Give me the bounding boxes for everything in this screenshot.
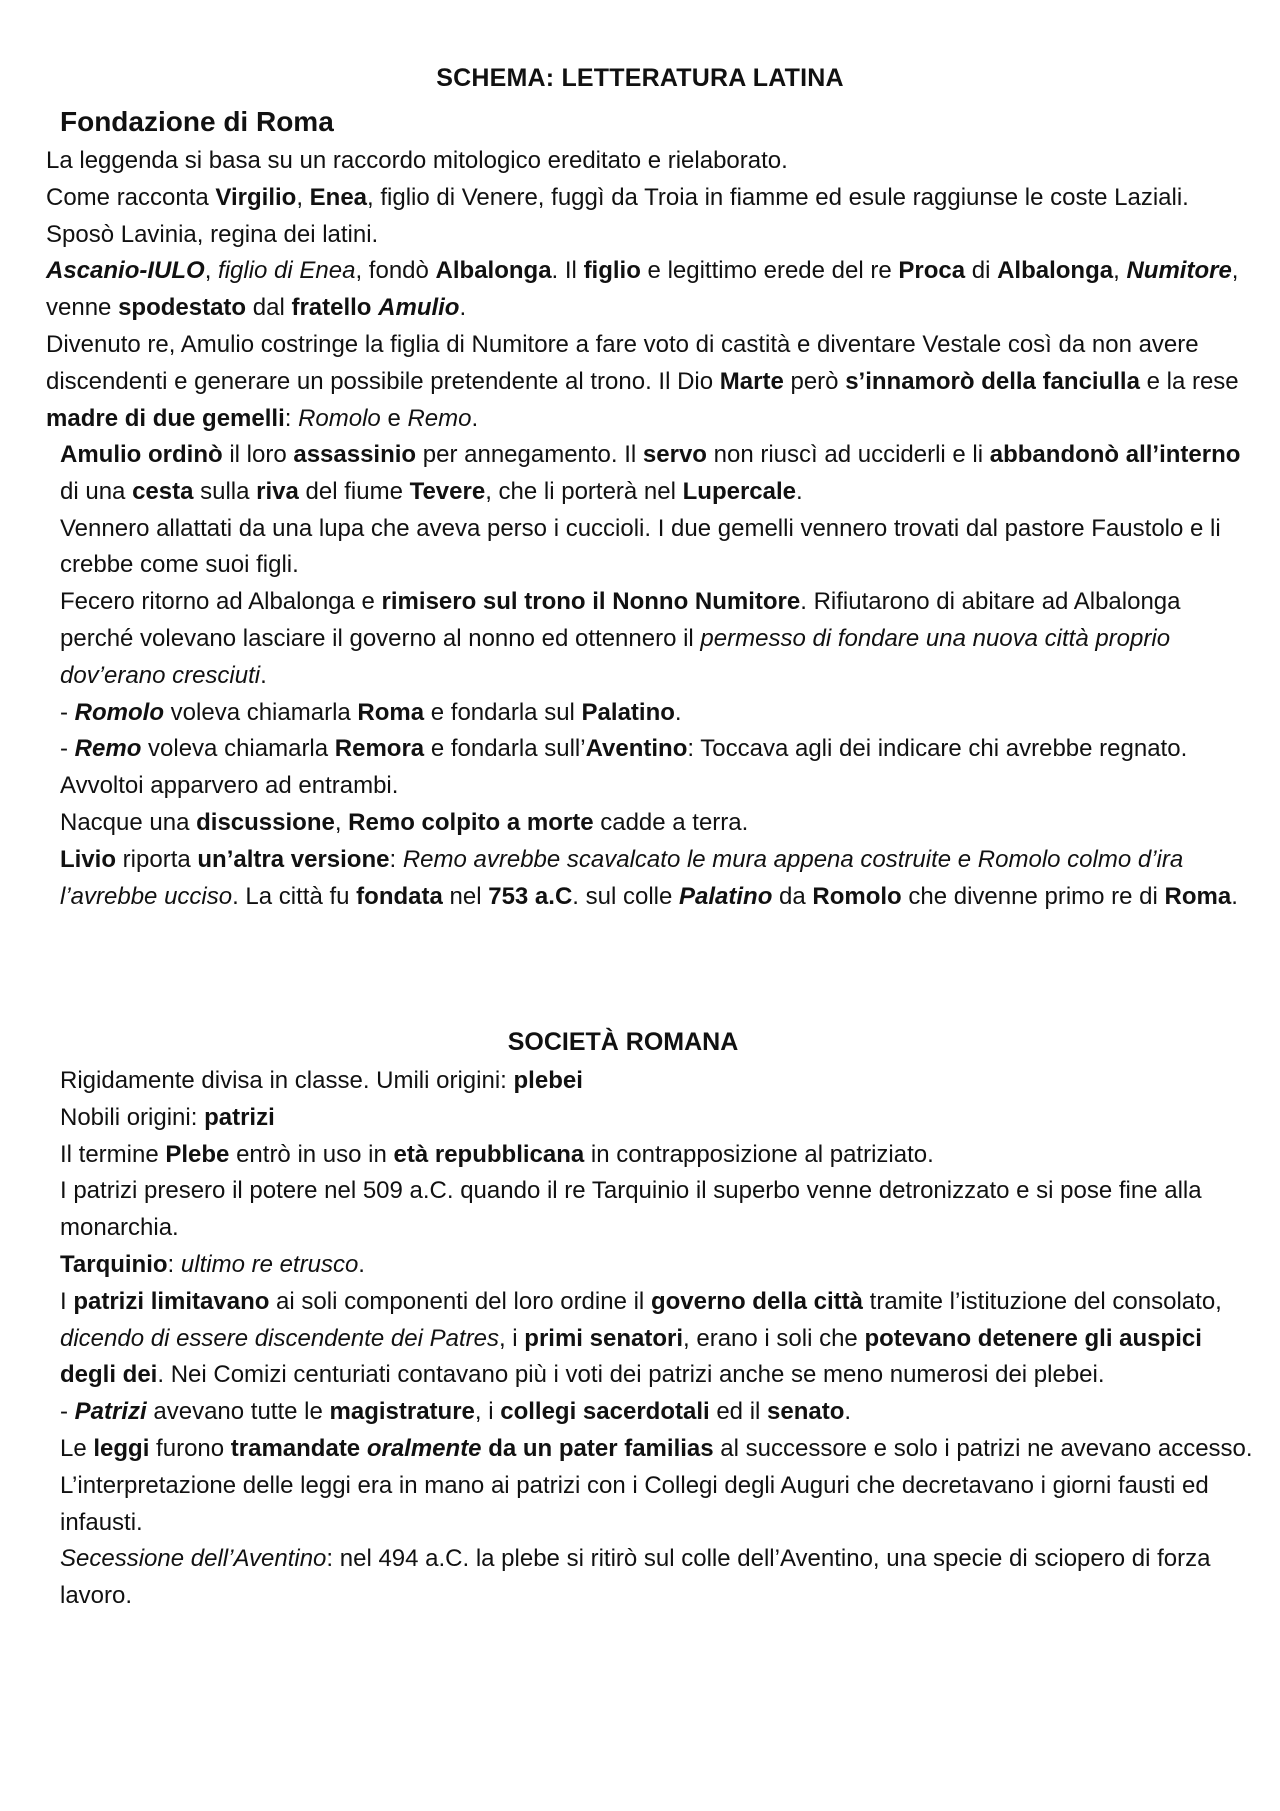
text-run: cadde a terra. <box>593 808 749 836</box>
text-run: Amulio <box>378 294 460 322</box>
paragraph <box>60 437 1256 511</box>
text-run: figlio <box>583 257 641 285</box>
text-run: discussione <box>196 808 335 836</box>
text-run: dicendo di essere discendente dei Patres <box>60 1324 499 1352</box>
text-run: Vennero allattati da una lupa che aveva perso i cuccioli. I due gemelli vennero trovati dal pastore Faustolo e li crebbe come suoi figli. <box>60 514 1221 579</box>
text-run: potevano detenere gli auspici degli dei <box>60 1324 1202 1389</box>
text-run: il loro <box>222 441 294 468</box>
section-heading-fondazione: Fondazione di Roma <box>60 106 334 137</box>
text-run: oralmente <box>366 1434 482 1462</box>
text-run: e fondarla sul <box>424 698 582 726</box>
text-run: Fecero ritorno ad Albalonga e <box>60 588 382 616</box>
paragraph <box>60 1431 1256 1468</box>
text-run: - <box>60 698 75 726</box>
text-run: furono <box>149 1434 231 1462</box>
text-run: Remo avrebbe scavalcato le mura appena costruite e Romolo colmo d’ira l’avrebbe ucciso <box>60 845 1184 910</box>
text-run: I patrizi presero il potere nel 509 a.C. quando il re Tarquinio il superbo venne detronizzato e si pose fine alla monarchia. <box>60 1177 1202 1242</box>
paragraph <box>60 1063 1256 1100</box>
text-run: entrò in uso in <box>229 1140 394 1168</box>
text-run: Remora <box>334 735 425 763</box>
text-run: . <box>358 1250 365 1278</box>
text-run: . <box>796 477 803 505</box>
text-run: ed il <box>709 1398 768 1426</box>
text-run: voleva chiamarla <box>164 698 358 726</box>
text-run: Enea <box>309 183 368 211</box>
text-run: magistrature <box>329 1398 475 1426</box>
text-run: Virgilio <box>215 183 297 211</box>
paragraph <box>60 1468 1256 1542</box>
text-run: Roma <box>1164 882 1232 910</box>
text-run: Divenuto re, Amulio costringe la figlia di Numitore a fare voto di castità e diventare Vestale così da non avere discendenti e generare un possibile pretendente al trono. Il Dio <box>46 330 1199 395</box>
paragraph <box>60 731 1256 768</box>
text-run: Nobili origini: <box>60 1103 205 1131</box>
paragraph <box>60 1284 1256 1394</box>
text-run: , venne <box>46 257 1239 322</box>
section2-text <box>60 1063 1256 1615</box>
text-run: Palatino <box>679 882 773 910</box>
text-run: al successore e solo i patrizi ne avevano accesso. <box>713 1434 1253 1462</box>
text-run: Aventino <box>585 735 688 763</box>
text-run: . Rifiutarono di abitare ad Albalonga perché volevano lasciare il governo al nonno ed ottennero il <box>60 588 1181 652</box>
text-run: Nacque una <box>60 808 197 836</box>
text-run: del fiume <box>298 477 410 505</box>
text-run: fratello <box>291 294 372 322</box>
text-run: Roma <box>357 698 425 726</box>
text-run: Ascanio-IULO <box>46 257 205 285</box>
text-run: Il termine <box>60 1140 166 1168</box>
text-run: Remo <box>407 404 472 432</box>
text-run: Le <box>60 1434 94 1462</box>
text-run: tramite l’istituzione del consolato, <box>863 1287 1222 1315</box>
text-run: ai soli componenti del loro ordine il <box>269 1287 651 1315</box>
paragraph <box>46 143 1256 180</box>
text-run: da un pater familias <box>481 1434 714 1462</box>
text-run: permesso di fondare una nuova città proprio dov’erano cresciuti <box>60 624 1171 689</box>
section-heading-societa: SOCIETÀ ROMANA <box>507 1028 739 1056</box>
text-run: e <box>380 404 408 432</box>
text-run: senato <box>767 1398 845 1426</box>
text-run: . Nei Comizi centuriati contavano più i voti dei patrizi anche se meno numerosi dei plebei. <box>157 1361 1105 1389</box>
text-run: , <box>1113 257 1127 285</box>
text-run: un’altra versione <box>197 845 390 873</box>
paragraph <box>60 1173 1256 1247</box>
text-run: Plebe <box>165 1140 230 1168</box>
text-run: abbandonò all’interno <box>989 441 1241 468</box>
paragraph <box>60 1247 1256 1284</box>
paragraph <box>60 842 1256 916</box>
text-run: Numitore <box>1126 257 1232 285</box>
text-run: Come racconta <box>46 183 216 211</box>
text-run: e fondarla sull’ <box>424 735 586 763</box>
text-run: s’innamorò della fanciulla <box>845 367 1140 395</box>
text-run: voleva chiamarla <box>141 735 335 763</box>
text-run: servo <box>642 441 707 468</box>
text-run: . <box>844 1398 852 1426</box>
text-run: , i <box>474 1398 501 1426</box>
text-run: , fondò <box>355 257 436 285</box>
text-run: però <box>783 367 846 395</box>
text-run: Tarquinio <box>60 1250 168 1278</box>
text-run: Romolo <box>298 404 381 432</box>
text-run: di <box>965 257 998 285</box>
text-run: spodestato <box>118 294 247 322</box>
text-run: : nel 494 a.C. la plebe si ritirò sul colle dell’Aventino, una specie di sciopero di forza lavoro. <box>60 1545 1211 1610</box>
text-run: patrizi limitavano <box>73 1287 270 1315</box>
text-run: : <box>389 845 403 873</box>
text-run: plebei <box>513 1067 583 1094</box>
text-run: - <box>60 735 75 763</box>
text-run: . <box>674 698 682 726</box>
text-run: primi senatori <box>524 1324 684 1352</box>
paragraph <box>60 1394 1256 1431</box>
section1-indented-text <box>60 437 1256 915</box>
text-run: . <box>1231 882 1238 910</box>
paragraph <box>60 1137 1256 1174</box>
paragraph <box>60 1541 1256 1615</box>
text-run: rimisero sul trono il Nonno Numitore <box>381 588 801 616</box>
text-run: : Toccava agli dei indicare chi avrebbe regnato. <box>687 735 1188 763</box>
text-run: da <box>772 882 813 910</box>
text-run: , erano i soli che <box>683 1324 865 1352</box>
text-run: : <box>284 404 299 432</box>
text-run: Rigidamente divisa in classe. Umili origini: <box>60 1067 514 1094</box>
text-run: Remo colpito a morte <box>348 808 594 836</box>
text-run: Remo <box>74 735 142 763</box>
paragraph <box>60 768 1256 805</box>
paragraph <box>60 511 1256 585</box>
text-run: L’interpretazione delle leggi era in mano ai patrizi con i Collegi degli Auguri che decretavano i giorni fausti ed infausti. <box>60 1471 1209 1536</box>
text-run: ultimo re etrusco <box>180 1250 359 1278</box>
text-run: , <box>334 808 349 836</box>
text-run: assassinio <box>293 441 417 468</box>
text-run: : <box>167 1250 181 1278</box>
text-run: Avvoltoi apparvero ad entrambi. <box>60 772 399 800</box>
text-run: Palatino <box>581 698 675 726</box>
paragraph <box>60 584 1256 694</box>
section1-intro-text <box>46 143 1256 437</box>
text-run: Amulio ordinò <box>60 441 223 468</box>
text-run: governo della città <box>650 1287 863 1315</box>
text-run: per annegamento. Il <box>416 441 643 468</box>
text-run: cesta <box>132 477 194 505</box>
text-run: collegi sacerdotali <box>500 1398 710 1426</box>
text-run: non riuscì ad ucciderli e li <box>706 441 990 468</box>
text-run: La leggenda si basa su un raccordo mitologico ereditato e rielaborato. <box>46 147 788 174</box>
text-run: . sul colle <box>572 882 679 910</box>
text-run: Marte <box>719 367 784 395</box>
text-run: Albalonga <box>435 257 552 285</box>
text-run: . <box>471 404 479 432</box>
text-run: in contrapposizione al patriziato. <box>584 1140 934 1168</box>
text-run: , figlio di Venere, fuggì da Troia in fiamme ed esule raggiunse le coste Laziali. Sposò Lavinia, regina dei latini. <box>46 183 1189 248</box>
text-run: patrizi <box>204 1103 275 1131</box>
text-run: Livio <box>60 845 117 873</box>
text-run: che divenne primo re di <box>901 882 1165 910</box>
text-run: sulla <box>193 477 257 505</box>
paragraph <box>60 695 1256 732</box>
paragraph <box>46 180 1256 254</box>
text-run: . La città fu <box>232 882 357 910</box>
text-run: leggi <box>93 1434 150 1462</box>
paragraph <box>46 253 1256 327</box>
text-run: , <box>204 257 219 285</box>
text-run: , i <box>498 1324 525 1352</box>
paragraph <box>60 1100 1256 1137</box>
text-run: e legittimo erede del re <box>640 257 899 285</box>
text-run: . <box>260 661 267 689</box>
text-run: Romolo <box>812 882 902 910</box>
text-run: Tevere <box>409 477 486 505</box>
text-run: , che li porterà nel <box>485 477 683 505</box>
text-run: Lupercale <box>682 477 797 505</box>
text-run: Patrizi <box>74 1398 147 1426</box>
text-run: dal <box>246 294 292 322</box>
text-run: Romolo <box>74 698 164 726</box>
text-run: 753 a.C <box>488 882 573 910</box>
text-run: , <box>296 183 310 211</box>
text-run: avevano tutte le <box>146 1398 330 1426</box>
text-run: di una <box>60 477 133 505</box>
text-run: età repubblicana <box>393 1140 585 1168</box>
text-run: . <box>459 294 467 322</box>
text-run: riporta <box>116 845 198 873</box>
text-run: nel <box>442 882 489 910</box>
text-run: I <box>60 1287 74 1315</box>
document-title: SCHEMA: LETTERATURA LATINA <box>436 64 844 92</box>
text-run: riva <box>256 477 299 505</box>
text-run: figlio di Enea <box>218 257 356 285</box>
text-run: e la rese <box>1139 367 1239 395</box>
text-run: tramandate <box>230 1434 367 1462</box>
text-run: - <box>60 1398 75 1426</box>
text-run: Secessione dell’Aventino <box>60 1545 327 1573</box>
text-run: Albalonga <box>997 257 1114 285</box>
text-run: fondata <box>356 882 443 910</box>
paragraph <box>46 327 1256 437</box>
paragraph <box>60 805 1256 842</box>
text-run: . Il <box>551 257 584 285</box>
text-run: madre di due gemelli <box>46 404 285 432</box>
text-run: Proca <box>898 257 966 285</box>
